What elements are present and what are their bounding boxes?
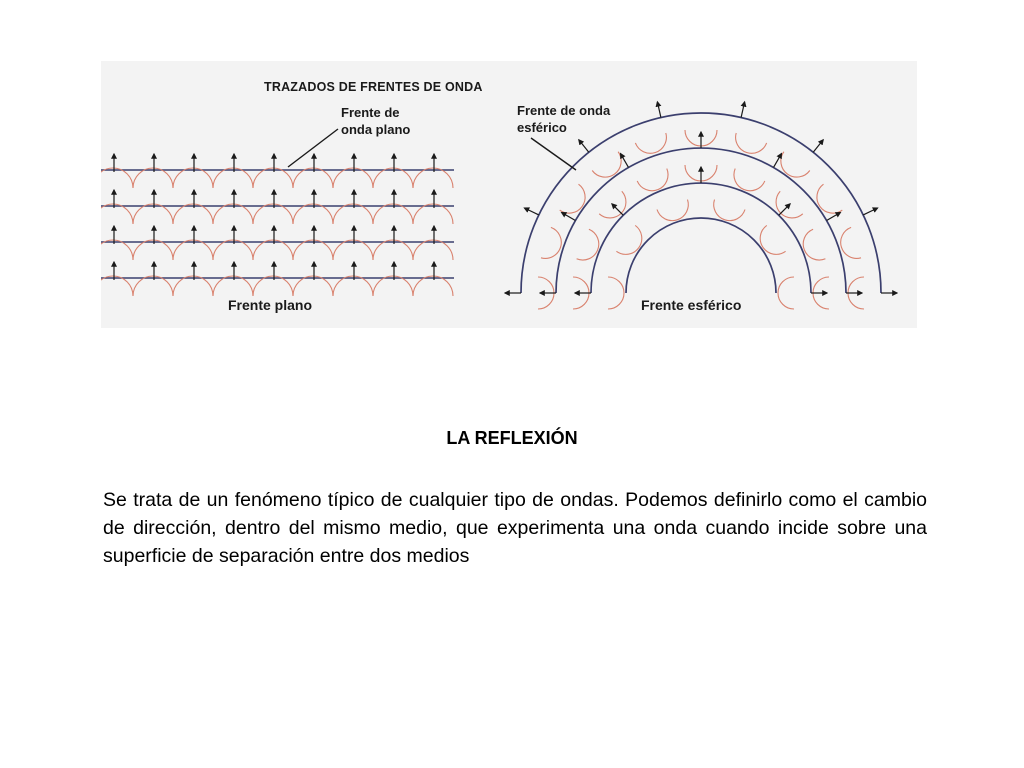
plane-wavelet (133, 168, 173, 188)
plane-wavelet (133, 276, 173, 296)
plane-wavelet (293, 240, 333, 260)
spherical-wavelet (736, 133, 767, 153)
plane-wavelet (413, 240, 453, 260)
plane-wavelet (253, 204, 293, 224)
plane-wavelet (213, 204, 253, 224)
spherical-wavelet (817, 184, 842, 213)
plane-wavelet (333, 276, 373, 296)
wavefront-figure (101, 61, 917, 328)
spherical-wavelet (592, 152, 621, 177)
spherical-wavelet (635, 133, 666, 153)
spherical-wavelet (637, 169, 668, 191)
plane-wavelet (133, 204, 173, 224)
plane-wavelet (373, 276, 413, 296)
plane-wavelet (173, 168, 213, 188)
plane-wavelet (293, 168, 333, 188)
section-heading: LA REFLEXIÓN (446, 428, 578, 448)
plane-wavelet (293, 276, 333, 296)
spherical-wavelet (841, 227, 861, 258)
plane-wavelet (373, 240, 413, 260)
plane-wavelet (333, 240, 373, 260)
plane-wavelet (173, 204, 213, 224)
plane-wavelet (213, 240, 253, 260)
plane-wavelet (253, 276, 293, 296)
plane-wavelet (101, 276, 133, 296)
plane-wavelet (373, 168, 413, 188)
figure-title: TRAZADOS DE FRENTES DE ONDA (264, 80, 483, 94)
plane-wavefronts (101, 154, 454, 296)
plane-wavelet (213, 168, 253, 188)
plane-wavelet (101, 204, 133, 224)
spherical-caption: Frente esférico (641, 297, 742, 313)
spherical-wavelet (608, 277, 624, 309)
spherical-wavelet (541, 227, 561, 258)
plane-wavelet (101, 168, 133, 188)
spherical-callout-line1: Frente de onda (517, 103, 611, 118)
definition-paragraph: Se trata de un fenómeno típico de cualquier tipo de ondas. Podemos definirlo como el cambio de dirección, dentro del mismo medio, que experimenta una onda cuando incide sobre una superficie de separación entre dos medios (103, 489, 927, 567)
spherical-wavelet (560, 184, 585, 213)
spherical-wavelet (760, 225, 785, 254)
plane-caption: Frente plano (228, 297, 313, 313)
spherical-wavelet (577, 229, 599, 260)
plane-wavelet (133, 240, 173, 260)
spherical-ray-arrow (779, 204, 790, 215)
spherical-wavelet (781, 152, 810, 177)
plane-wavelet (413, 168, 453, 188)
spherical-callout-line2: esférico (517, 120, 567, 135)
spherical-callout-pointer (531, 138, 576, 170)
plane-wavelet (173, 276, 213, 296)
spherical-ray-arrow (741, 102, 745, 118)
plane-callout-pointer (288, 129, 338, 167)
plane-callout-line2: onda plano (341, 122, 411, 137)
spherical-ray-arrow (813, 140, 823, 153)
plane-wavelet (413, 204, 453, 224)
spherical-wavefront-arc (591, 183, 811, 293)
plane-wavelet (101, 240, 133, 260)
plane-wavelet (373, 204, 413, 224)
spherical-wavefront-arc (626, 218, 776, 293)
spherical-wavelet (714, 200, 745, 221)
spherical-ray-arrow (657, 102, 661, 118)
plane-callout-line1: Frente de (341, 105, 400, 120)
plane-wavelet (173, 240, 213, 260)
spherical-ray-arrow (863, 208, 877, 215)
plane-wavelet (333, 204, 373, 224)
spherical-wavelet (778, 277, 794, 309)
spherical-wavelet (616, 225, 641, 254)
plane-wavelet (253, 168, 293, 188)
plane-wavelet (213, 276, 253, 296)
spherical-ray-arrow (524, 208, 538, 215)
plane-wavelet (413, 276, 453, 296)
plane-wavelet (293, 204, 333, 224)
plane-wavelet (253, 240, 293, 260)
spherical-wavelet (657, 200, 688, 221)
spherical-wavelet (734, 169, 765, 191)
spherical-ray-arrow (579, 140, 589, 153)
plane-wavelet (333, 168, 373, 188)
spherical-ray-arrow (612, 204, 623, 215)
wavefront-diagram (101, 61, 917, 328)
spherical-wavelet (803, 229, 825, 260)
